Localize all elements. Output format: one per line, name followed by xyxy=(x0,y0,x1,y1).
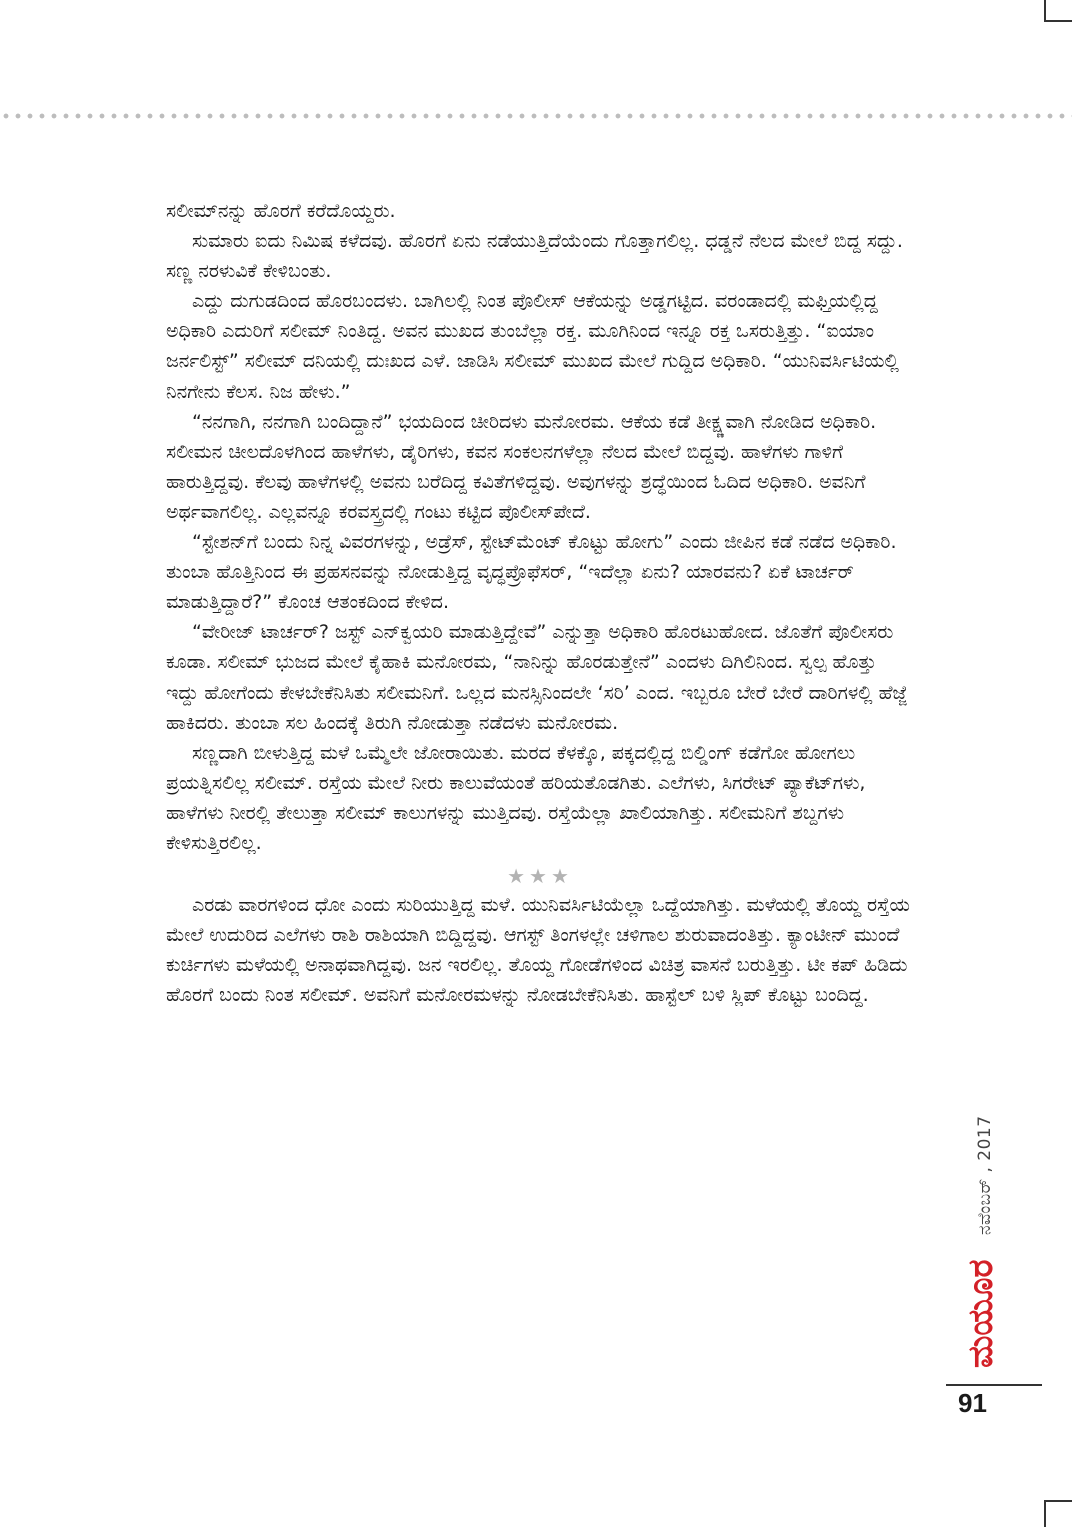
page-number: 91 xyxy=(958,1388,987,1418)
dotted-divider xyxy=(0,111,1072,121)
article-body xyxy=(166,196,914,1010)
paragraph: “ವೇರೀಜ್ ಟಾರ್ಚರ್? ಜಸ್ಟ್ ಎನ್‌ಕ್ವಯರಿ ಮಾಡುತ್ತಿದ್ದೇವೆ” ಎನ್ನುತ್ತಾ ಅಧಿಕಾರಿ ಹೊರಟುಹೋದ. ಜೊತೆಗೆ ಪೊಲೀಸರು ಕೂಡಾ. ಸಲೀಮ್ ಭುಜದ ಮೇಲೆ ಕೈಹಾಕಿ ಮನೋರಮ, “ನಾನಿನ್ನು ಹೊರಡುತ್ತೇನೆ” ಎಂದಳು ದಿಗಿಲಿನಿಂದ. ಸ್ವಲ್ಪ ಹೊತ್ತು ಇದ್ದು ಹೋಗೆಂದು ಕೇಳಬೇಕೆನಿಸಿತು ಸಲೀಮನಿಗೆ. ಒಲ್ಲದ ಮನಸ್ಸಿನಿಂದಲೇ ‘ಸರಿ’ ಎಂದ. ಇಬ್ಬರೂ ಬೇರೆ ಬೇರೆ ದಾರಿಗಳಲ್ಲಿ ಹೆಜ್ಜೆ ಹಾಕಿದರು. ತುಂಬಾ ಸಲ ಹಿಂದಕ್ಕೆ ತಿರುಗಿ ನೋಡುತ್ತಾ ನಡೆದಳು ಮನೋರಮ. xyxy=(166,621,908,734)
crop-mark-top-right xyxy=(1044,0,1072,22)
crop-mark-bottom-right xyxy=(1044,1500,1072,1527)
paragraph: ಸಲೀಮ್‌ನನ್ನು ಹೊರಗೆ ಕರೆದೊಯ್ದರು. xyxy=(166,200,396,222)
paragraph: ಸುಮಾರು ಐದು ನಿಮಿಷ ಕಳೆದವು. ಹೊರಗೆ ಏನು ನಡೆಯುತ್ತಿದೆಯೆಂದು ಗೊತ್ತಾಗಲಿಲ್ಲ. ಧಡ್ಡನೆ ನೆಲದ ಮೇಲೆ ಬಿದ್ದ ಸದ್ದು. ಸಣ್ಣ ನರಳುವಿಕೆ ಕೇಳಿಬಂತು. xyxy=(166,230,903,283)
issue-date: ನವೆಂಬರ್ , 2017 xyxy=(975,1115,995,1235)
magazine-logo: ಮಯೂರ xyxy=(961,1259,1001,1369)
paragraph: ಎದ್ದು ದುಗುಡದಿಂದ ಹೊರಬಂದಳು. ಬಾಗಿಲಲ್ಲಿ ನಿಂತ ಪೊಲೀಸ್ ಆಕೆಯನ್ನು ಅಡ್ಡಗಟ್ಟಿದ. ವರಂಡಾದಲ್ಲಿ ಮಫ್ತಿಯಲ್ಲಿದ್ದ ಅಧಿಕಾರಿ ಎದುರಿಗೆ ಸಲೀಮ್ ನಿಂತಿದ್ದ. ಅವನ ಮುಖದ ತುಂಬೆಲ್ಲಾ ರಕ್ತ. ಮೂಗಿನಿಂದ ಇನ್ನೂ ರಕ್ತ ಒಸರುತ್ತಿತ್ತು. “ಐಯಾಂ ಜರ್ನಲಿಸ್ಟ್” ಸಲೀಮ್ ದನಿಯಲ್ಲಿ ದುಃಖದ ಎಳೆ. ಜಾಡಿಸಿ ಸಲೀಮ್ ಮುಖದ ಮೇಲೆ ಗುದ್ದಿದ ಅಧಿಕಾರಿ. “ಯುನಿವರ್ಸಿಟಿಯಲ್ಲಿ ನಿನಗೇನು ಕೆಲಸ. ನಿಜ ಹೇಳು.” xyxy=(166,290,899,403)
section-separator: ★★★ xyxy=(507,864,573,889)
paragraph: ಸಣ್ಣದಾಗಿ ಬೀಳುತ್ತಿದ್ದ ಮಳೆ ಒಮ್ಮೆಲೇ ಜೋರಾಯಿತು. ಮರದ ಕೆಳಕ್ಕೊ, ಪಕ್ಕದಲ್ಲಿದ್ದ ಬಿಲ್ಡಿಂಗ್ ಕಡೆಗೋ ಹೋಗಲು ಪ್ರಯತ್ನಿಸಲಿಲ್ಲ ಸಲೀಮ್. ರಸ್ತೆಯ ಮೇಲೆ ನೀರು ಕಾಲುವೆಯಂತೆ ಹರಿಯತೊಡಗಿತು. ಎಲೆಗಳು, ಸಿಗರೇಟ್ ಪ್ಯಾಕೆಟ್‌ಗಳು, ಹಾಳೆಗಳು ನೀರಲ್ಲಿ ತೇಲುತ್ತಾ ಸಲೀಮ್ ಕಾಲುಗಳನ್ನು ಮುತ್ತಿದವು. ರಸ್ತೆಯೆಲ್ಲಾ ಖಾಲಿಯಾಗಿತ್ತು. ಸಲೀಮನಿಗೆ ಶಬ್ದಗಳು ಕೇಳಿಸುತ್ತಿರಲಿಲ್ಲ. xyxy=(166,741,866,854)
paragraph: “ನನಗಾಗಿ, ನನಗಾಗಿ ಬಂದಿದ್ದಾನೆ” ಭಯದಿಂದ ಚೀರಿದಳು ಮನೋರಮ. ಆಕೆಯ ಕಡೆ ತೀಕ್ಷ್ಣವಾಗಿ ನೋಡಿದ ಅಧಿಕಾರಿ. ಸಲೀಮನ ಚೀಲದೊಳಗಿಂದ ಹಾಳೆಗಳು, ಡೈರಿಗಳು, ಕವನ ಸಂಕಲನಗಳೆಲ್ಲಾ ನೆಲದ ಮೇಲೆ ಬಿದ್ದವು. ಹಾಳೆಗಳು ಗಾಳಿಗೆ ಹಾರುತ್ತಿದ್ದವು. ಕೆಲವು ಹಾಳೆಗಳಲ್ಲಿ ಅವನು ಬರೆದಿದ್ದ ಕವಿತೆಗಳಿದ್ದವು. ಅವುಗಳನ್ನು ಶ್ರದ್ಧೆಯಿಂದ ಓದಿದ ಅಧಿಕಾರಿ. ಅವನಿಗೆ ಅರ್ಥವಾಗಲಿಲ್ಲ. ಎಲ್ಲವನ್ನೂ ಕರವಸ್ತ್ರದಲ್ಲಿ ಗಂಟು ಕಟ್ಟಿದ ಪೊಲೀಸ್‌ಪೇದೆ. xyxy=(166,410,877,523)
paragraph: ಎರಡು ವಾರಗಳಿಂದ ಧೋ ಎಂದು ಸುರಿಯುತ್ತಿದ್ದ ಮಳೆ. ಯುನಿವರ್ಸಿಟಿಯೆಲ್ಲಾ ಒದ್ದೆಯಾಗಿತ್ತು. ಮಳೆಯಲ್ಲಿ ತೊಯ್ದ ರಸ್ತೆಯ ಮೇಲೆ ಉದುರಿದ ಎಲೆಗಳು ರಾಶಿ ರಾಶಿಯಾಗಿ ಬಿದ್ದಿದ್ದವು. ಆಗಸ್ಟ್ ತಿಂಗಳಲ್ಲೇ ಚಳಿಗಾಲ ಶುರುವಾದಂತಿತ್ತು. ಕ್ಯಾಂಟೀನ್ ಮುಂದೆ ಕುರ್ಚಿಗಳು ಮಳೆಯಲ್ಲಿ ಅನಾಥವಾಗಿದ್ದವು. ಜನ ಇರಲಿಲ್ಲ. ತೊಯ್ದ ಗೋಡೆಗಳಿಂದ ವಿಚಿತ್ರ ವಾಸನೆ ಬರುತ್ತಿತ್ತು. ಟೀ ಕಪ್ ಹಿಡಿದು ಹೊರಗೆ ಬಂದು ನಿಂತ ಸಲೀಮ್. ಅವನಿಗೆ ಮನೋರಮಳನ್ನು ನೋಡಬೇಕೆನಿಸಿತು. ಹಾಸ್ಟೆಲ್ ಬಳಿ ಸ್ಲಿಪ್ ಕೊಟ್ಟು ಬಂದಿದ್ದ. xyxy=(166,894,910,1007)
paragraph: “ಸ್ಟೇಶನ್‌ಗೆ ಬಂದು ನಿನ್ನ ವಿವರಗಳನ್ನು, ಅಡ್ರೆಸ್, ಸ್ಟೇಟ್‌ಮೆಂಟ್ ಕೊಟ್ಟು ಹೋಗು” ಎಂದು ಜೀಪಿನ ಕಡೆ ನಡೆದ ಅಧಿಕಾರಿ. ತುಂಬಾ ಹೊತ್ತಿನಿಂದ ಈ ಪ್ರಹಸನವನ್ನು ನೋಡುತ್ತಿದ್ದ ವೃದ್ಧಪ್ರೊಫೆಸರ್, “ಇದೆಲ್ಲಾ ಏನು? ಯಾರವನು? ಏಕೆ ಟಾರ್ಚರ್ ಮಾಡುತ್ತಿದ್ದಾರೆ?” ಕೊಂಚ ಆತಂಕದಿಂದ ಕೇಳಿದ. xyxy=(166,531,897,614)
